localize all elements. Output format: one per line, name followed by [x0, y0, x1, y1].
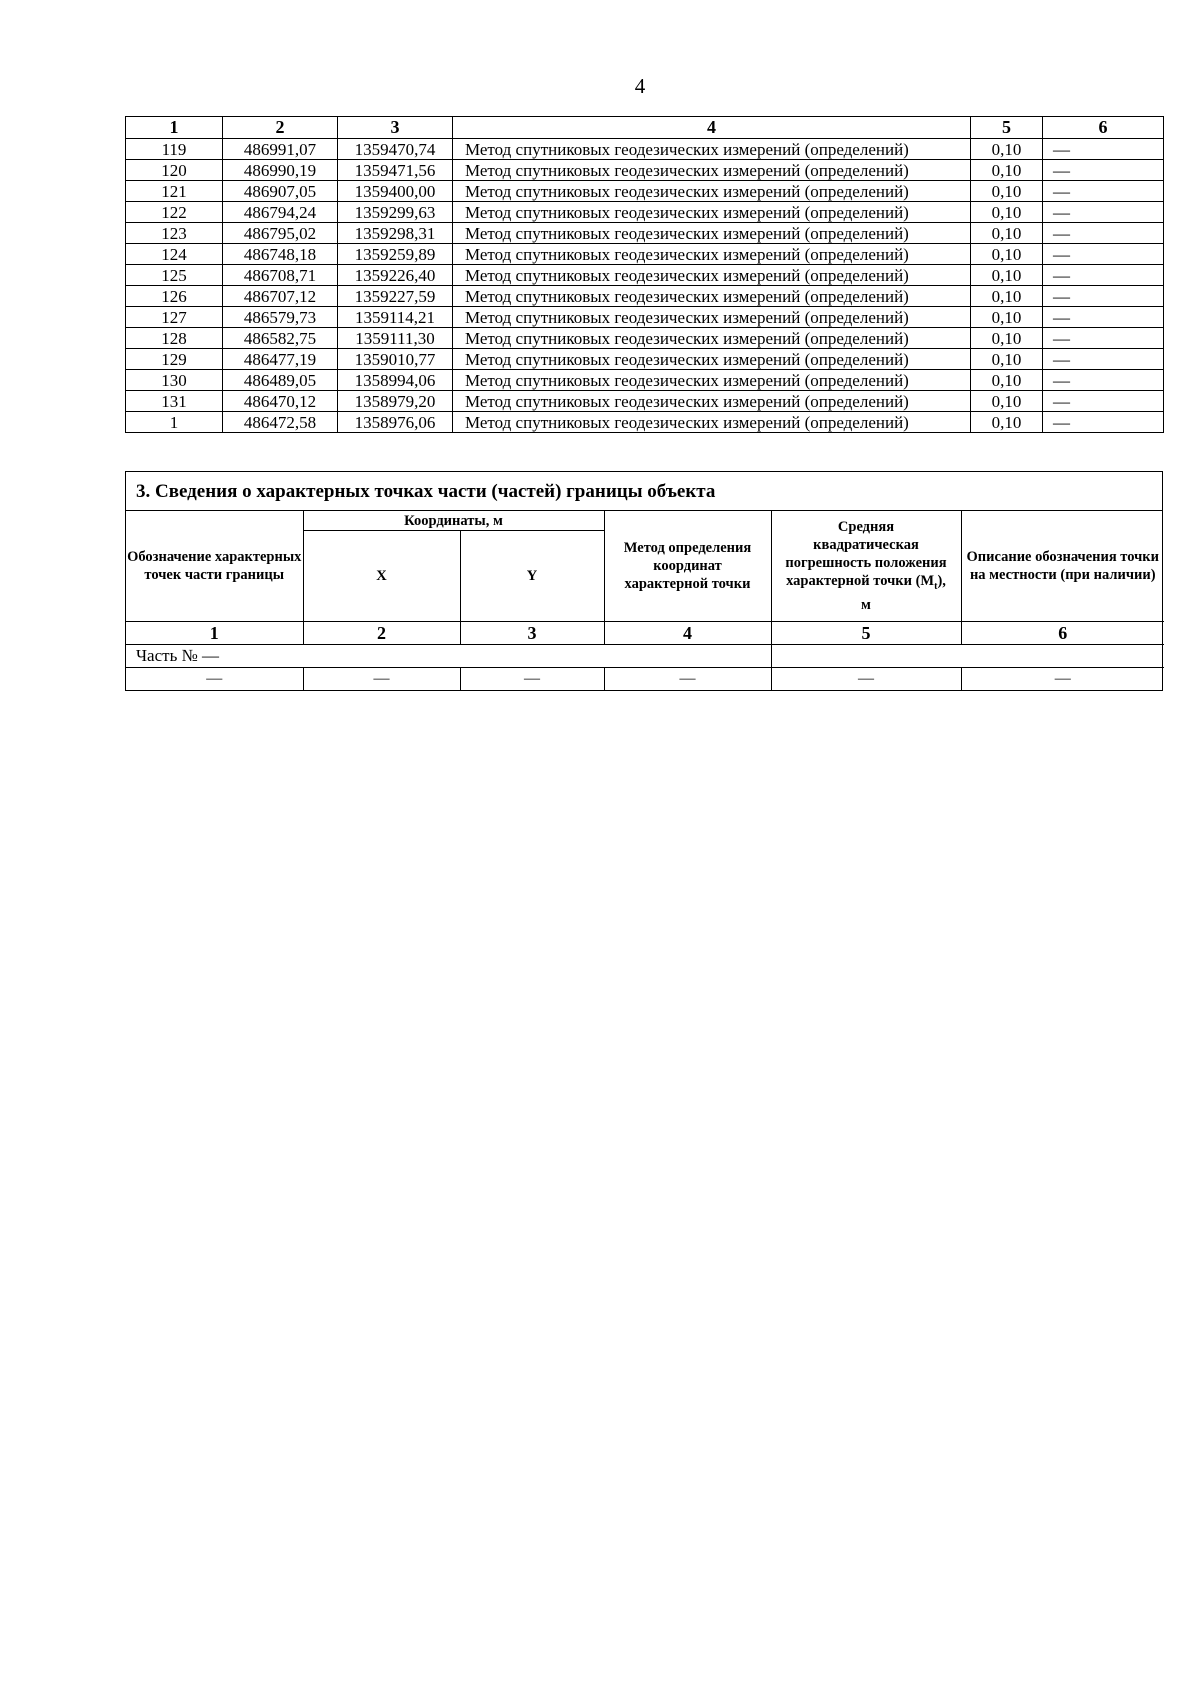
method-cell: Метод спутниковых геодезических измерений (определений): [453, 223, 971, 244]
error-cell: 0,10: [971, 265, 1043, 286]
point-number-cell: 128: [126, 328, 223, 349]
part-boundary-points-table: [126, 511, 1164, 690]
table-row: [126, 265, 1164, 286]
point-number-cell: 126: [126, 286, 223, 307]
y-coordinate-cell: 1358979,20: [338, 391, 453, 412]
x-coordinate-cell: 486472,58: [223, 412, 338, 433]
dash-cell: —: [771, 668, 961, 691]
method-header: Метод определения координат характерной точки: [604, 511, 771, 622]
y-coordinate-cell: 1359010,77: [338, 349, 453, 370]
column-number: 5: [971, 117, 1043, 139]
description-cell: —: [1043, 244, 1164, 265]
method-cell: Метод спутниковых геодезических измерений (определений): [453, 391, 971, 412]
description-cell: —: [1043, 181, 1164, 202]
point-number-cell: 119: [126, 139, 223, 160]
dash-cell: —: [126, 668, 303, 691]
table-row: [126, 202, 1164, 223]
method-cell: Метод спутниковых геодезических измерений (определений): [453, 307, 971, 328]
error-cell: 0,10: [971, 412, 1043, 433]
x-coordinate-cell: 486708,71: [223, 265, 338, 286]
column-number: 5: [771, 622, 961, 645]
table-row: [126, 223, 1164, 244]
y-coordinate-cell: 1359471,56: [338, 160, 453, 181]
description-cell: —: [1043, 412, 1164, 433]
x-coordinate-cell: 486794,24: [223, 202, 338, 223]
y-coordinate-cell: 1359114,21: [338, 307, 453, 328]
column-number: 2: [223, 117, 338, 139]
point-number-cell: 131: [126, 391, 223, 412]
description-cell: —: [1043, 391, 1164, 412]
table-row: [126, 391, 1164, 412]
description-cell: —: [1043, 307, 1164, 328]
method-cell: Метод спутниковых геодезических измерений (определений): [453, 244, 971, 265]
description-cell: —: [1043, 139, 1164, 160]
part-row: [126, 645, 1164, 668]
dash-cell: —: [961, 668, 1164, 691]
part-row-empty-cell: [771, 645, 1164, 668]
description-cell: —: [1043, 370, 1164, 391]
x-coordinate-cell: 486795,02: [223, 223, 338, 244]
x-coordinate-cell: 486477,19: [223, 349, 338, 370]
dash-cell: —: [460, 668, 604, 691]
table-row: [126, 181, 1164, 202]
table-header-row: [126, 117, 1164, 139]
table-row: [126, 668, 1164, 691]
x-coordinate-cell: 486990,19: [223, 160, 338, 181]
error-cell: 0,10: [971, 181, 1043, 202]
dash-cell: —: [303, 668, 460, 691]
column-number: 6: [961, 622, 1164, 645]
column-number: 4: [453, 117, 971, 139]
error-cell: 0,10: [971, 244, 1043, 265]
table-row: [126, 160, 1164, 181]
point-number-cell: 130: [126, 370, 223, 391]
column-number: 6: [1043, 117, 1164, 139]
table-row: [126, 370, 1164, 391]
point-number-cell: 1: [126, 412, 223, 433]
dash-cell: —: [604, 668, 771, 691]
x-coordinate-cell: 486707,12: [223, 286, 338, 307]
x-coordinate-cell: 486582,75: [223, 328, 338, 349]
x-coordinate-cell: 486579,73: [223, 307, 338, 328]
description-cell: —: [1043, 202, 1164, 223]
section-title: 3. Сведения о характерных точках части (частей) границы объекта: [126, 472, 1162, 511]
column-number: 3: [460, 622, 604, 645]
column-number: 3: [338, 117, 453, 139]
table-row: [126, 244, 1164, 265]
x-coordinate-cell: 486991,07: [223, 139, 338, 160]
page-number: 4: [634, 74, 646, 98]
error-cell: 0,10: [971, 202, 1043, 223]
description-cell: —: [1043, 223, 1164, 244]
error-cell: 0,10: [971, 223, 1043, 244]
table-row: [126, 412, 1164, 433]
y-header: Y: [460, 531, 604, 622]
table-row: [126, 349, 1164, 370]
description-header: Описание обозначения точки на местности (при наличии): [961, 511, 1164, 622]
error-cell: 0,10: [971, 349, 1043, 370]
error-cell: 0,10: [971, 160, 1043, 181]
error-cell: 0,10: [971, 370, 1043, 391]
method-cell: Метод спутниковых геодезических измерений (определений): [453, 265, 971, 286]
x-coordinate-cell: 486470,12: [223, 391, 338, 412]
method-cell: Метод спутниковых геодезических измерений (определений): [453, 412, 971, 433]
method-cell: Метод спутниковых геодезических измерений (определений): [453, 139, 971, 160]
x-header: X: [303, 531, 460, 622]
method-cell: Метод спутниковых геодезических измерений (определений): [453, 160, 971, 181]
y-coordinate-cell: 1358994,06: [338, 370, 453, 391]
column-number: 4: [604, 622, 771, 645]
error-cell: 0,10: [971, 307, 1043, 328]
method-cell: Метод спутниковых геодезических измерений (определений): [453, 349, 971, 370]
y-coordinate-cell: 1359111,30: [338, 328, 453, 349]
description-cell: —: [1043, 349, 1164, 370]
error-cell: 0,10: [971, 328, 1043, 349]
method-cell: Метод спутниковых геодезических измерений (определений): [453, 286, 971, 307]
column-numbers-row: [126, 622, 1164, 645]
x-coordinate-cell: 486907,05: [223, 181, 338, 202]
description-cell: —: [1043, 265, 1164, 286]
y-coordinate-cell: 1359259,89: [338, 244, 453, 265]
y-coordinate-cell: 1359400,00: [338, 181, 453, 202]
designation-header: Обозначение характерных точек части границы: [126, 511, 303, 622]
description-cell: —: [1043, 160, 1164, 181]
point-number-cell: 120: [126, 160, 223, 181]
point-number-cell: 122: [126, 202, 223, 223]
table-row: [126, 139, 1164, 160]
table-row: [126, 307, 1164, 328]
y-coordinate-cell: 1359298,31: [338, 223, 453, 244]
x-coordinate-cell: 486748,18: [223, 244, 338, 265]
column-number: 1: [126, 622, 303, 645]
method-cell: Метод спутниковых геодезических измерений (определений): [453, 202, 971, 223]
section-3-part-boundary-points: [125, 471, 1163, 691]
error-cell: 0,10: [971, 391, 1043, 412]
column-number: 1: [126, 117, 223, 139]
column-number: 2: [303, 622, 460, 645]
method-cell: Метод спутниковых геодезических измерений (определений): [453, 328, 971, 349]
y-coordinate-cell: 1359470,74: [338, 139, 453, 160]
point-number-cell: 121: [126, 181, 223, 202]
point-number-cell: 129: [126, 349, 223, 370]
x-coordinate-cell: 486489,05: [223, 370, 338, 391]
characteristic-points-table: [125, 116, 1164, 433]
point-number-cell: 123: [126, 223, 223, 244]
description-cell: —: [1043, 286, 1164, 307]
y-coordinate-cell: 1359299,63: [338, 202, 453, 223]
point-number-cell: 124: [126, 244, 223, 265]
table-row: [126, 328, 1164, 349]
description-cell: —: [1043, 328, 1164, 349]
y-coordinate-cell: 1358976,06: [338, 412, 453, 433]
method-cell: Метод спутниковых геодезических измерений (определений): [453, 370, 971, 391]
error-header: Средняя квадратическая погрешность положения характерной точки $(M_t)$, м: [771, 511, 961, 622]
error-cell: 0,10: [971, 286, 1043, 307]
error-cell: 0,10: [971, 139, 1043, 160]
coordinates-header: Координаты, м: [303, 511, 604, 531]
part-label: Часть № —: [126, 645, 771, 668]
point-number-cell: 127: [126, 307, 223, 328]
point-number-cell: 125: [126, 265, 223, 286]
y-coordinate-cell: 1359226,40: [338, 265, 453, 286]
method-cell: Метод спутниковых геодезических измерений (определений): [453, 181, 971, 202]
table-row: [126, 286, 1164, 307]
y-coordinate-cell: 1359227,59: [338, 286, 453, 307]
